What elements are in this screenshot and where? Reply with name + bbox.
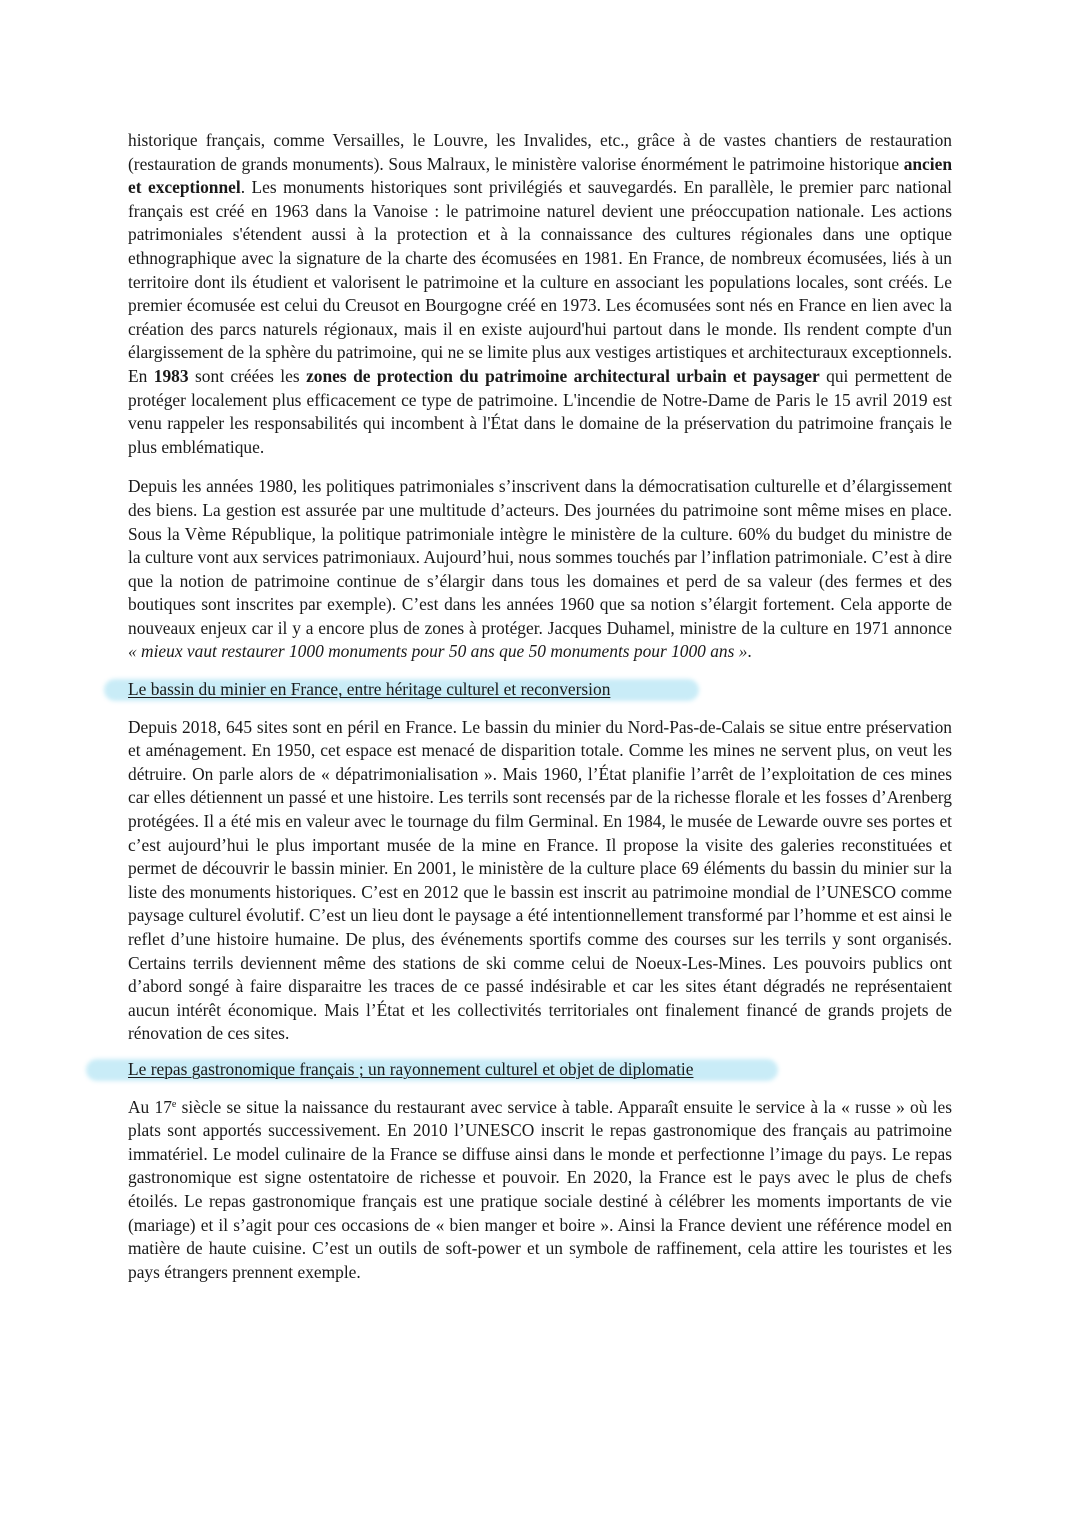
section-heading-bassin-minier — [128, 678, 952, 702]
paragraph-spacer — [128, 1082, 952, 1096]
paragraph-spacer — [128, 459, 952, 475]
bold-text: zones de protection du patrimoine architectural urbain et paysager — [306, 365, 820, 386]
section-heading-repas-gastronomique — [128, 1058, 952, 1082]
paragraph-politiques-patrimoniales — [128, 475, 952, 664]
text-run: siècle se situe la naissance du restaurant avec service à table. Apparaît ensuite le service à la « russe » où les plats sont apportés successivement. En 2010 l’UNESCO inscrit le repas gastronomique des français au patrimoine immatériel. Le model culinaire de la France se diffuse ainsi dans le monde et perfectionne l’image du pays. Le repas gastronomique est signe ostentatoire de richesse et pouvoir. En 2020, la France est le pays avec le plus de chefs étoilés. Le repas gastronomique français est une pratique sociale destiné à célébrer les moments importants de vie (mariage) et il s’agit pour ces occasions de « bien manger et boire ». Ainsi la France devient une référence model en matière de haute cuisine. C’est un outils de soft-power et un symbole de raffinement, cela attire les touristes et les pays étrangers prennent exemple. — [128, 1096, 952, 1282]
text-run: . Les monuments historiques sont privilégiés et sauvegardés. En parallèle, le premier parc national français est créé en 1963 dans la Vanoise : le patrimoine naturel devient une préoccupation nationale. Les actions patrimoniales s'étendent aussi à la protection et à la connaissance des cultures régionales dans une optique ethnographique avec la signature de la charte des écomusées en 1981. En France, de nombreux écomusées, liés à un territoire dont ils étudient et valorisent le patrimoine et la culture en associant les populations locales, sont créés. Le premier écomusée est celui du Creusot en Bourgogne créé en 1973. Les écomusées sont nés en France en lien avec la création des parcs naturels régionaux, mais il en existe aujourd'hui partout dans le monde. Ils rendent compte d'un élargissement de la sphère du patrimoine, qui ne se limite plus aux vestiges artistiques et architecturaux exceptionnels. En — [128, 177, 953, 386]
italic-quote: « mieux vaut restaurer 1000 monuments pour 50 ans que 50 monuments pour 1000 ans » — [128, 641, 748, 662]
bold-text: ancien et exceptionnel — [128, 153, 952, 198]
text-run: qui permettent de protéger localement plus efficacement ce type de patrimoine. L'incendie de Notre-Dame de Paris le 15 avril 2019 est venu rappeler les responsabilités qui incombent à l'État dans le domaine de la préservation du patrimoine français le plus emblématique. — [128, 365, 953, 457]
document-page — [128, 129, 952, 1284]
text-run: Au 17 — [128, 1096, 172, 1117]
paragraph-spacer — [128, 702, 952, 716]
text-run: Depuis les années 1980, les politiques patrimoniales s’inscrivent dans la démocratisation culturelle et d’élargissement des biens. La gestion est assurée par une multitude d’acteurs. Des journées du patrimoine sont même mises en place. Sous la Vème République, la politique patrimoniale intègre le ministère de la culture. 60% du budget du ministre de la culture vont aux services patrimoniaux. Aujourd’hui, nous sommes touchés par l’inflation patrimoniale. C’est à dire que la notion de patrimoine continue de s’élargir dans tous les domaines et perd de sa valeur (des fermes et des boutiques sont inscrites par exemple). C’est dans les années 1960 que sa notion s’élargit fortement. Cela apporte de nouveaux enjeux car il y a encore plus de zones à protéger. Jacques Duhamel, ministre de la culture en 1971 annonce — [128, 476, 952, 638]
paragraph-spacer — [128, 664, 952, 678]
bold-text: 1983 — [153, 365, 189, 386]
paragraph-spacer — [128, 1046, 952, 1058]
heading-text: Le bassin du minier en France, entre héritage culturel et reconversion — [128, 679, 611, 700]
heading-text: Le repas gastronomique français ; un rayonnement culturel et objet de diplomatie — [128, 1058, 694, 1079]
paragraph-patrimoine-historique — [128, 129, 952, 459]
paragraph-bassin-minier: Depuis 2018, 645 sites sont en péril en France. Le bassin du minier du Nord-Pas-de-Calais se situe entre préservation et aménagement. En 1950, cet espace est menacé de disparition totale. Comme les mines ne servent plus, on veut les détruire. On parle alors de « dépatrimonialisation ». Mais 1960, l’État planifie l’arrêt de l’exploitation de ces mines car elles détiennent un passé et une histoire. Les terrils sont recensés par de la richesse florale et les fosses d’Arenberg protégées. Il a été mis en valeur avec le tournage du film Germinal. En 1984, le musée de Lewarde ouvre ses portes et c’est aujourd’hui le plus important musée de la mine en France. Il propose la visite des galeries reconstituées et permet de découvrir le bassin minier. En 2001, le ministère de la culture place 69 éléments du bassin du minier sur la liste des monuments historiques. C’est en 2012 que le bassin est inscrit au patrimoine mondial de l’UNESCO comme paysage culturel évolutif. C’est un lieu dont le paysage a été intentionnellement transformé par l’homme et est ainsi le reflet d’une histoire humaine. De plus, des événements sportifs comme des courses sur les terrils y sont organisés. Certains terrils deviennent même des stations de ski comme celui de Noeux-Les-Mines. Les pouvoirs publics ont d’abord songé à faire disparaitre les traces de ce passé indésirable et car les sites étant dégradés ne représentaient aucun intérêt économique. Mais l’État et les collectivités territoriales ont finalement financé de grands projets de rénovation de ces sites. — [128, 716, 952, 1044]
superscript: e — [171, 1098, 177, 1110]
text-run: historique français, comme Versailles, le Louvre, les Invalides, etc., grâce à de vastes chantiers de restauration (restauration de grands monuments). Sous Malraux, le ministère valorise énormément le patrimoine historique — [128, 130, 952, 174]
text-run: . — [747, 641, 752, 662]
text-run: sont créées les — [188, 365, 307, 386]
paragraph-repas-gastronomique — [128, 1096, 952, 1285]
